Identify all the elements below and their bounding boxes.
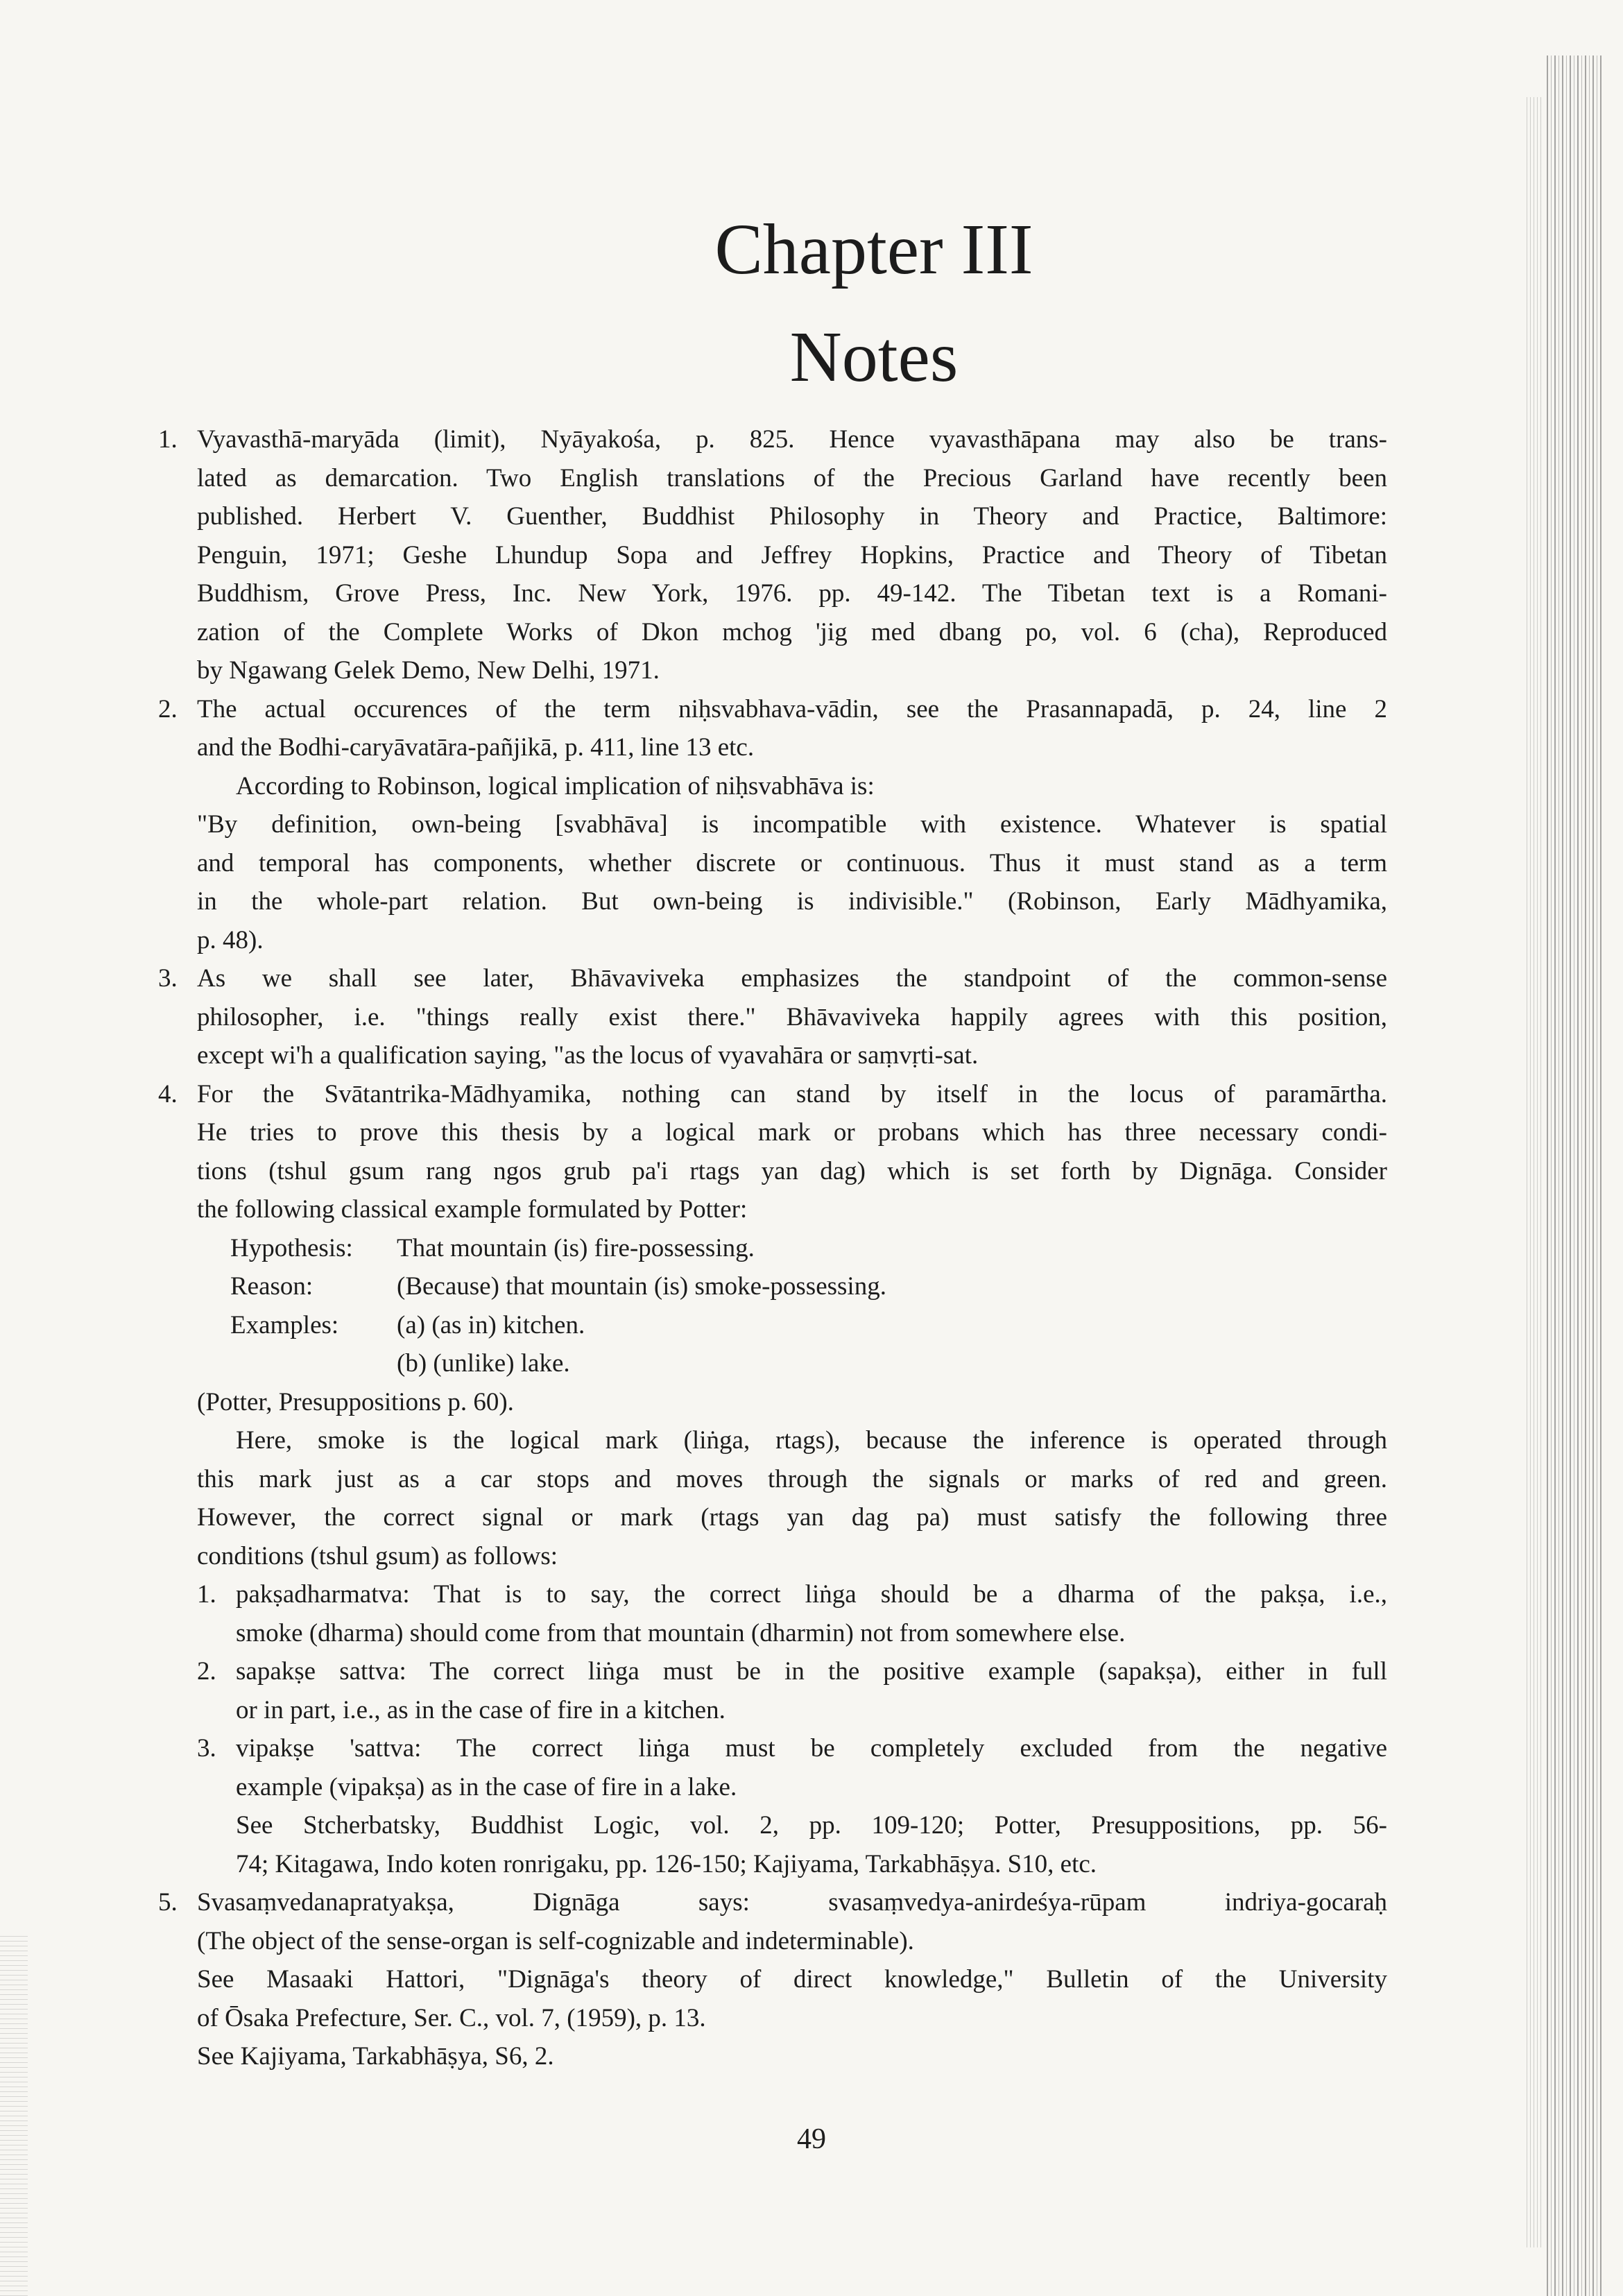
- citation: (Potter, Presuppositions p. 60).: [197, 1387, 514, 1416]
- note-1: [158, 420, 1387, 690]
- page-number: 49: [797, 2123, 826, 2155]
- reference-line: 74; Kitagawa, Indo koten ronrigaku, pp. 126-150; Kajiyama, Tarkabhāṣya. S10, etc.: [236, 1849, 1097, 1878]
- quote-line: and temporal has components, whether discrete or continuous. Thus it must stand as a term: [197, 848, 1387, 877]
- note-line: The actual occurences of the term niḥsvabhava-vādin, see the Prasannapadā, p. 24, line 2: [197, 694, 1387, 723]
- note-number: 5.: [158, 1888, 178, 1917]
- note-line: zation of the Complete Works of Dkon mchog 'jig med dbang po, vol. 6 (cha), Reproduced: [197, 617, 1387, 646]
- note-line: Penguin, 1971; Geshe Lhundup Sopa and Jeffrey Hopkins, Practice and Theory of Tibetan: [197, 540, 1387, 569]
- note-line: As we shall see later, Bhāvaviveka emphasizes the standpoint of the common-sense: [197, 964, 1387, 993]
- note-5: [158, 1883, 1387, 2076]
- note-line: this mark just as a car stops and moves through the signals or marks of red and green.: [197, 1464, 1387, 1493]
- syllogism-example-b: [158, 1344, 1387, 1383]
- scan-noise: [0, 1935, 28, 2296]
- condition-line: vipakṣe 'sattva: The correct liṅga must be completely excluded from the negative: [236, 1734, 1387, 1763]
- note-line: See Masaaki Hattori, "Dignāga's theory of direct knowledge," Bulletin of the University: [197, 1965, 1387, 1994]
- note-line: For the Svātantrika-Mādhyamika, nothing can stand by itself in the locus of paramārtha.: [197, 1079, 1387, 1108]
- condition-number: 2.: [197, 1657, 216, 1686]
- note-line: See Kajiyama, Tarkabhāṣya, S6, 2.: [197, 2042, 554, 2071]
- chapter-heading: Chapter III: [714, 209, 1033, 289]
- note-line: Vyavasthā-maryāda (limit), Nyāyakośa, p. 825. Hence vyavasthāpana may also be trans-: [197, 425, 1387, 454]
- note-3: [158, 959, 1387, 1075]
- note-line: by Ngawang Gelek Demo, New Delhi, 1971.: [197, 656, 660, 685]
- note-number: 2.: [158, 694, 178, 723]
- book-binding-edge-inner: [1527, 97, 1543, 2247]
- note-line: He tries to prove this thesis by a logical mark or probans which has three necessary condi-: [197, 1118, 1387, 1147]
- note-number: 1.: [158, 425, 178, 454]
- syllogism-label: Examples:: [230, 1310, 339, 1339]
- note-line: the following classical example formulated by Potter:: [197, 1195, 748, 1224]
- note-line: published. Herbert V. Guenther, Buddhist Philosophy in Theory and Practice, Baltimore:: [197, 502, 1387, 531]
- reference-line: See Stcherbatsky, Buddhist Logic, vol. 2, pp. 109-120; Potter, Presuppositions, pp. 56-: [236, 1811, 1387, 1840]
- condition-line: example (vipakṣa) as in the case of fire in a lake.: [236, 1772, 737, 1801]
- note-2: [158, 690, 1387, 960]
- note-line: conditions (tshul gsum) as follows:: [197, 1541, 558, 1570]
- note-line: except wi'h a qualification saying, "as the locus of vyavahāra or saṃvṛti-sat.: [197, 1041, 979, 1070]
- condition-3: [158, 1729, 1387, 1768]
- note-line: However, the correct signal or mark (rtags yan dag pa) must satisfy the following three: [197, 1503, 1387, 1532]
- syllogism-examples: [158, 1306, 1387, 1345]
- condition-number: 3.: [197, 1734, 216, 1763]
- condition-line: sapakṣe sattva: The correct liṅga must be in the positive example (sapakṣa), either in full: [236, 1657, 1387, 1686]
- note-line: and the Bodhi-caryāvatāra-pañjikā, p. 411, line 13 etc.: [197, 733, 755, 762]
- syllogism-hypothesis: [158, 1229, 1387, 1268]
- condition-2: [158, 1652, 1387, 1691]
- quote-line: "By definition, own-being [svabhāva] is incompatible with existence. Whatever is spatial: [197, 810, 1387, 839]
- syllogism-text: (a) (as in) kitchen.: [397, 1310, 585, 1339]
- note-line: lated as demarcation. Two English translations of the Precious Garland have recently been: [197, 463, 1387, 492]
- note-line: philosopher, i.e. "things really exist there." Bhāvaviveka happily agrees with this position,: [197, 1002, 1387, 1031]
- note-line: (The object of the sense-organ is self-cognizable and indeterminable).: [197, 1926, 914, 1955]
- note-line: According to Robinson, logical implication of niḥsvabhāva is:: [236, 771, 875, 800]
- syllogism-text: (Because) that mountain (is) smoke-possessing.: [397, 1272, 886, 1301]
- syllogism-label: Reason:: [230, 1272, 314, 1301]
- syllogism-text: That mountain (is) fire-possessing.: [397, 1233, 755, 1262]
- note-number: 4.: [158, 1079, 178, 1108]
- note-line: Svasaṃvedanapratyakṣa, Dignāga says: svasaṃvedya-anirdeśya-rūpam indriya-gocaraḥ: [197, 1888, 1387, 1917]
- syllogism-text: (b) (unlike) lake.: [397, 1349, 570, 1378]
- note-line: tions (tshul gsum rang ngos grub pa'i rtags yan dag) which is set forth by Dignāga. Consider: [197, 1156, 1387, 1185]
- note-line: Here, smoke is the logical mark (liṅga, rtags), because the inference is operated through: [236, 1426, 1387, 1455]
- note-4: [158, 1075, 1387, 1884]
- condition-number: 1.: [197, 1580, 216, 1609]
- note-number: 3.: [158, 964, 178, 993]
- notes-list: [158, 420, 1387, 2076]
- condition-1: [158, 1575, 1387, 1614]
- quote-line: in the whole-part relation. But own-being is indivisible." (Robinson, Early Mādhyamika,: [197, 887, 1387, 916]
- quote-line: p. 48).: [197, 925, 264, 954]
- condition-line: pakṣadharmatva: That is to say, the correct liṅga should be a dharma of the pakṣa, i.e.,: [236, 1580, 1387, 1609]
- note-line: Buddhism, Grove Press, Inc. New York, 1976. pp. 49-142. The Tibetan text is a Romani-: [197, 579, 1387, 608]
- notes-heading: Notes: [789, 317, 959, 397]
- note-line: of Ōsaka Prefecture, Ser. C., vol. 7, (1959), p. 13.: [197, 2003, 706, 2032]
- book-binding-edge: [1547, 55, 1602, 2296]
- syllogism-label: Hypothesis:: [230, 1233, 353, 1262]
- syllogism-reason: [158, 1267, 1387, 1306]
- condition-line: smoke (dharma) should come from that mountain (dharmin) not from somewhere else.: [236, 1618, 1126, 1647]
- condition-line: or in part, i.e., as in the case of fire in a kitchen.: [236, 1695, 725, 1724]
